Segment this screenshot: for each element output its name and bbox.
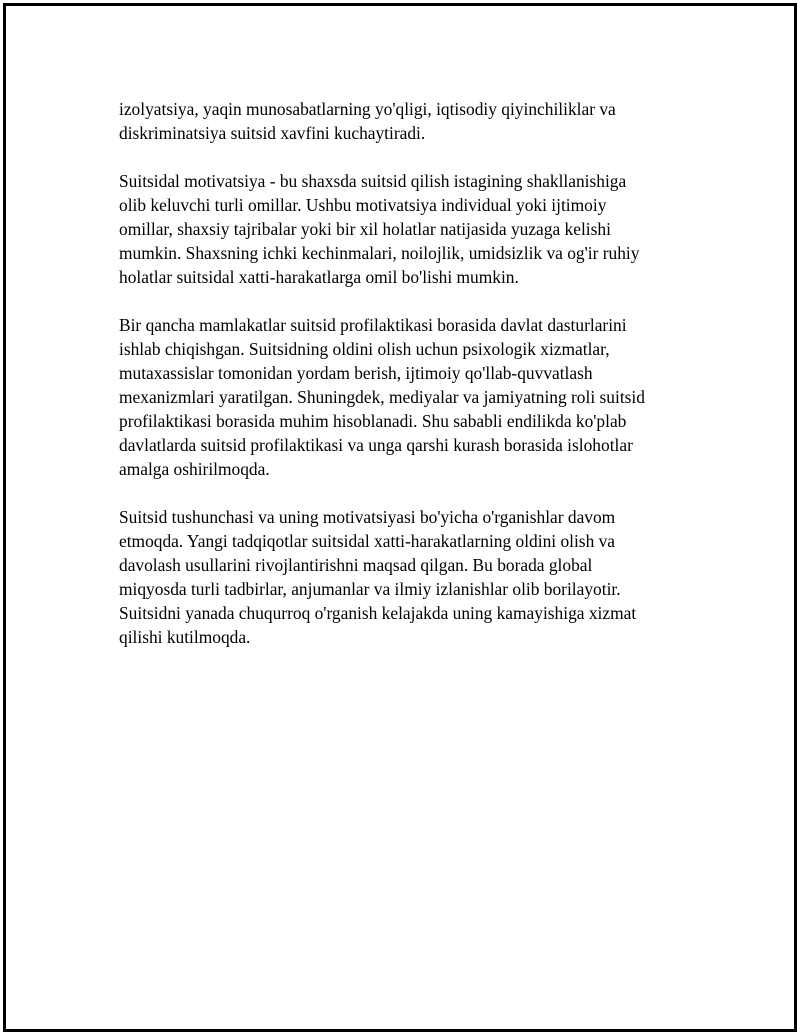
text-line: olib keluvchi turli omillar. Ushbu motivatsiya individual yoki ijtimoiy [119,195,607,215]
text-line: profilaktikasi borasida muhim hisoblanadi. Shu sababli endilikda ko'plab [119,411,627,431]
document-body [119,97,699,673]
text-line: mexanizmlari yaratilgan. Shuningdek, mediyalar va jamiyatning roli suitsid [119,387,645,407]
page-frame [3,3,797,1032]
paragraph-2 [119,169,699,289]
text-line: diskriminatsiya suitsid xavfini kuchaytiradi. [119,123,426,143]
text-line: Suitsid tushunchasi va uning motivatsiyasi bo'yicha o'rganishlar davom [119,507,616,527]
text-line: etmoqda. Yangi tadqiqotlar suitsidal xatti-harakatlarning oldini olish va [119,531,616,551]
paragraph-1 [119,97,699,145]
text-line: ishlab chiqishgan. Suitsidning oldini olish uchun psixologik xizmatlar, [119,339,610,359]
text-line: holatlar suitsidal xatti-harakatlarga omil bo'lishi mumkin. [119,267,519,287]
text-line: omillar, shaxsiy tajribalar yoki bir xil holatlar natijasida yuzaga kelishi [119,219,611,239]
text-line: Suitsidni yanada chuqurroq o'rganish kelajakda uning kamayishiga xizmat [119,603,637,623]
text-line: Suitsidal motivatsiya - bu shaxsda suitsid qilish istagining shakllanishiga [119,171,627,191]
text-line: izolyatsiya, yaqin munosabatlarning yo'qligi, iqtisodiy qiyinchiliklar va [119,99,616,119]
text-line: davolash usullarini rivojlantirishni maqsad qilgan. Bu borada global [119,555,593,575]
text-line: qilishi kutilmoqda. [119,627,251,647]
paragraph-4 [119,505,699,649]
text-line: Bir qancha mamlakatlar suitsid profilaktikasi borasida davlat dasturlarini [119,315,627,335]
text-line: mumkin. Shaxsning ichki kechinmalari, noilojlik, umidsizlik va og'ir ruhiy [119,243,640,263]
text-line: amalga oshirilmoqda. [119,459,270,479]
text-line: mutaxassislar tomonidan yordam berish, ijtimoiy qo'llab-quvvatlash [119,363,593,383]
paragraph-3 [119,313,699,481]
text-line: davlatlarda suitsid profilaktikasi va unga qarshi kurash borasida islohotlar [119,435,633,455]
text-line: miqyosda turli tadbirlar, anjumanlar va ilmiy izlanishlar olib borilayotir. [119,579,621,599]
